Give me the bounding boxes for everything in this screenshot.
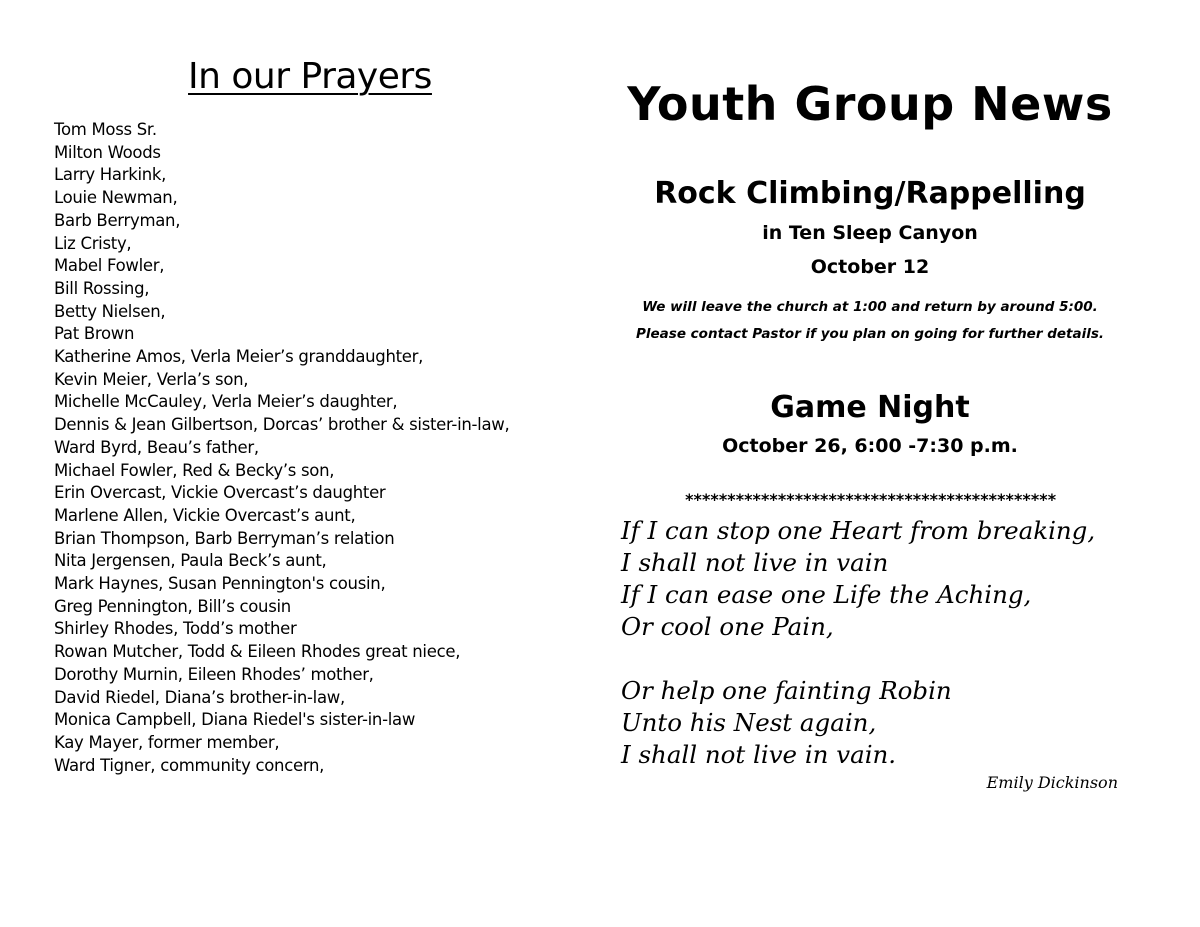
youth-column xyxy=(600,72,1140,792)
poem-line: Unto his Nest again, xyxy=(621,708,877,737)
prayer-name: Mabel Fowler, xyxy=(54,256,165,276)
rock-climbing-date: October 12 xyxy=(810,256,930,278)
game-night-title: Game Night xyxy=(770,390,970,425)
divider-stars: ******************************************** xyxy=(684,490,1056,509)
youth-group-title: Youth Group News xyxy=(627,77,1113,131)
rock-detail-line: We will leave the church at 1:00 and return by around 5:00. xyxy=(642,299,1098,315)
stanza-gap xyxy=(621,643,1140,675)
prayer-name: Dorothy Murnin, Eileen Rhodes’ mother, xyxy=(54,664,374,684)
prayer-name: Barb Berryman, xyxy=(54,210,181,230)
prayer-name: Kevin Meier, Verla’s son, xyxy=(54,369,249,389)
prayer-name: Betty Nielsen, xyxy=(54,301,166,321)
prayer-name: Rowan Mutcher, Todd & Eileen Rhodes great niece, xyxy=(54,642,461,662)
prayer-name: Kay Mayer, former member, xyxy=(54,732,280,752)
poem-line: Or cool one Pain, xyxy=(621,612,834,641)
prayer-list xyxy=(54,119,574,777)
prayer-name: Milton Woods xyxy=(54,142,161,162)
prayer-name: Shirley Rhodes, Todd’s mother xyxy=(54,619,297,639)
prayer-name: Michelle McCauley, Verla Meier’s daughter, xyxy=(54,392,398,412)
poem-line: If I can ease one Life the Aching, xyxy=(621,580,1032,609)
prayer-name: Larry Harkink, xyxy=(54,165,167,185)
poem-line: If I can stop one Heart from breaking, xyxy=(621,516,1096,545)
rock-climbing-location: in Ten Sleep Canyon xyxy=(762,222,978,244)
prayer-name: Pat Brown xyxy=(54,324,135,344)
prayer-name: Ward Byrd, Beau’s father, xyxy=(54,437,259,457)
prayer-name: Michael Fowler, Red & Becky’s son, xyxy=(54,460,335,480)
prayer-name: Louie Newman, xyxy=(54,188,178,208)
rock-climbing-title: Rock Climbing/Rappelling xyxy=(654,176,1086,211)
poem-line: Or help one fainting Robin xyxy=(621,676,952,705)
rock-climbing-details xyxy=(600,294,1140,348)
prayer-name: Greg Pennington, Bill’s cousin xyxy=(54,596,291,616)
game-night-date: October 26, 6:00 -7:30 p.m. xyxy=(722,435,1018,457)
prayer-name: Marlene Allen, Vickie Overcast’s aunt, xyxy=(54,505,356,525)
prayer-name: Erin Overcast, Vickie Overcast’s daughter xyxy=(54,483,386,503)
prayer-name: Bill Rossing, xyxy=(54,278,150,298)
prayer-name: Ward Tigner, community concern, xyxy=(54,755,325,775)
prayer-name: Brian Thompson, Barb Berryman’s relation xyxy=(54,528,395,548)
prayers-title: In our Prayers xyxy=(188,56,432,97)
rock-detail-line: Please contact Pastor if you plan on going for further details. xyxy=(636,326,1104,342)
prayer-name: Tom Moss Sr. xyxy=(54,120,157,139)
prayer-name: Katherine Amos, Verla Meier’s granddaughter, xyxy=(54,347,424,367)
prayer-name: Liz Cristy, xyxy=(54,233,132,253)
prayer-name: Mark Haynes, Susan Pennington's cousin, xyxy=(54,574,386,594)
prayer-name: Nita Jergensen, Paula Beck’s aunt, xyxy=(54,551,327,571)
poem-line: I shall not live in vain xyxy=(621,548,889,577)
prayer-name: Dennis & Jean Gilbertson, Dorcas’ brother & sister-in-law, xyxy=(54,415,510,435)
prayer-name: Monica Campbell, Diana Riedel's sister-in-law xyxy=(54,710,416,730)
poem-line: I shall not live in vain. xyxy=(621,740,897,769)
poem-author: Emily Dickinson xyxy=(986,773,1118,792)
prayer-name: David Riedel, Diana’s brother-in-law, xyxy=(54,687,345,707)
prayers-column xyxy=(54,56,574,777)
poem xyxy=(621,515,1140,771)
